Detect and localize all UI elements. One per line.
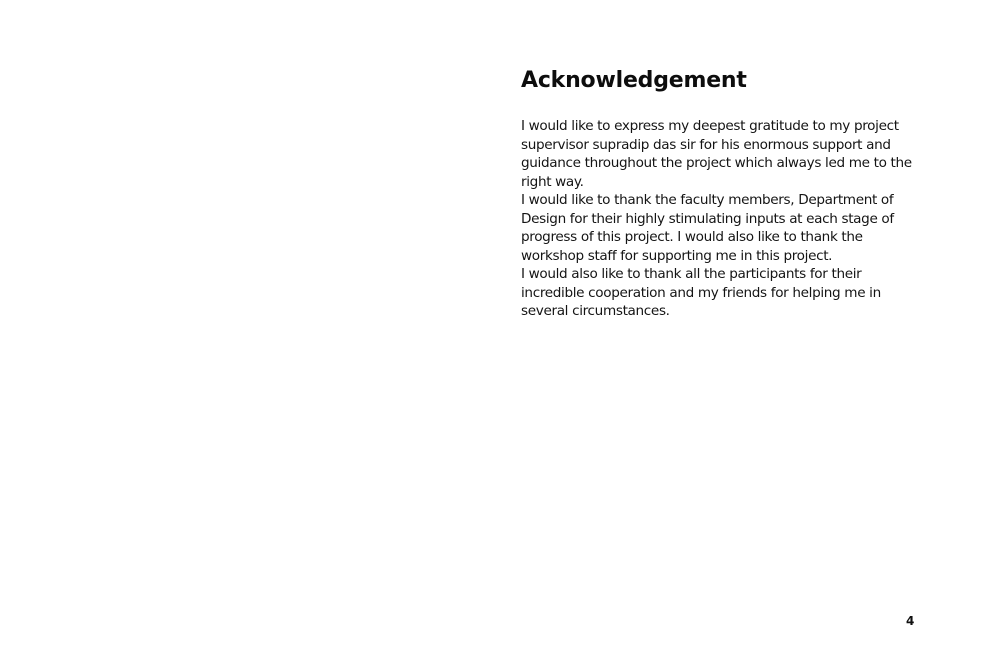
paragraph-supervisor: I would like to express my deepest gratitude to my project supervisor supradip das sir for his enormous support and guidance throughout the project which always led me to the right way. <box>521 118 912 190</box>
paragraph-participants: I would also like to thank all the participants for their incredible cooperation and my friends for helping me in several circumstances. <box>521 266 881 319</box>
acknowledgement-section <box>521 66 921 321</box>
acknowledgement-body <box>521 117 921 321</box>
page-title: Acknowledgement <box>521 68 747 93</box>
page-number: 4 <box>906 614 915 628</box>
paragraph-faculty: I would like to thank the faculty members, Department of Design for their highly stimulating inputs at each stage of progress of this project. I would also like to thank the workshop staff for supporting me in this project. <box>521 192 894 264</box>
